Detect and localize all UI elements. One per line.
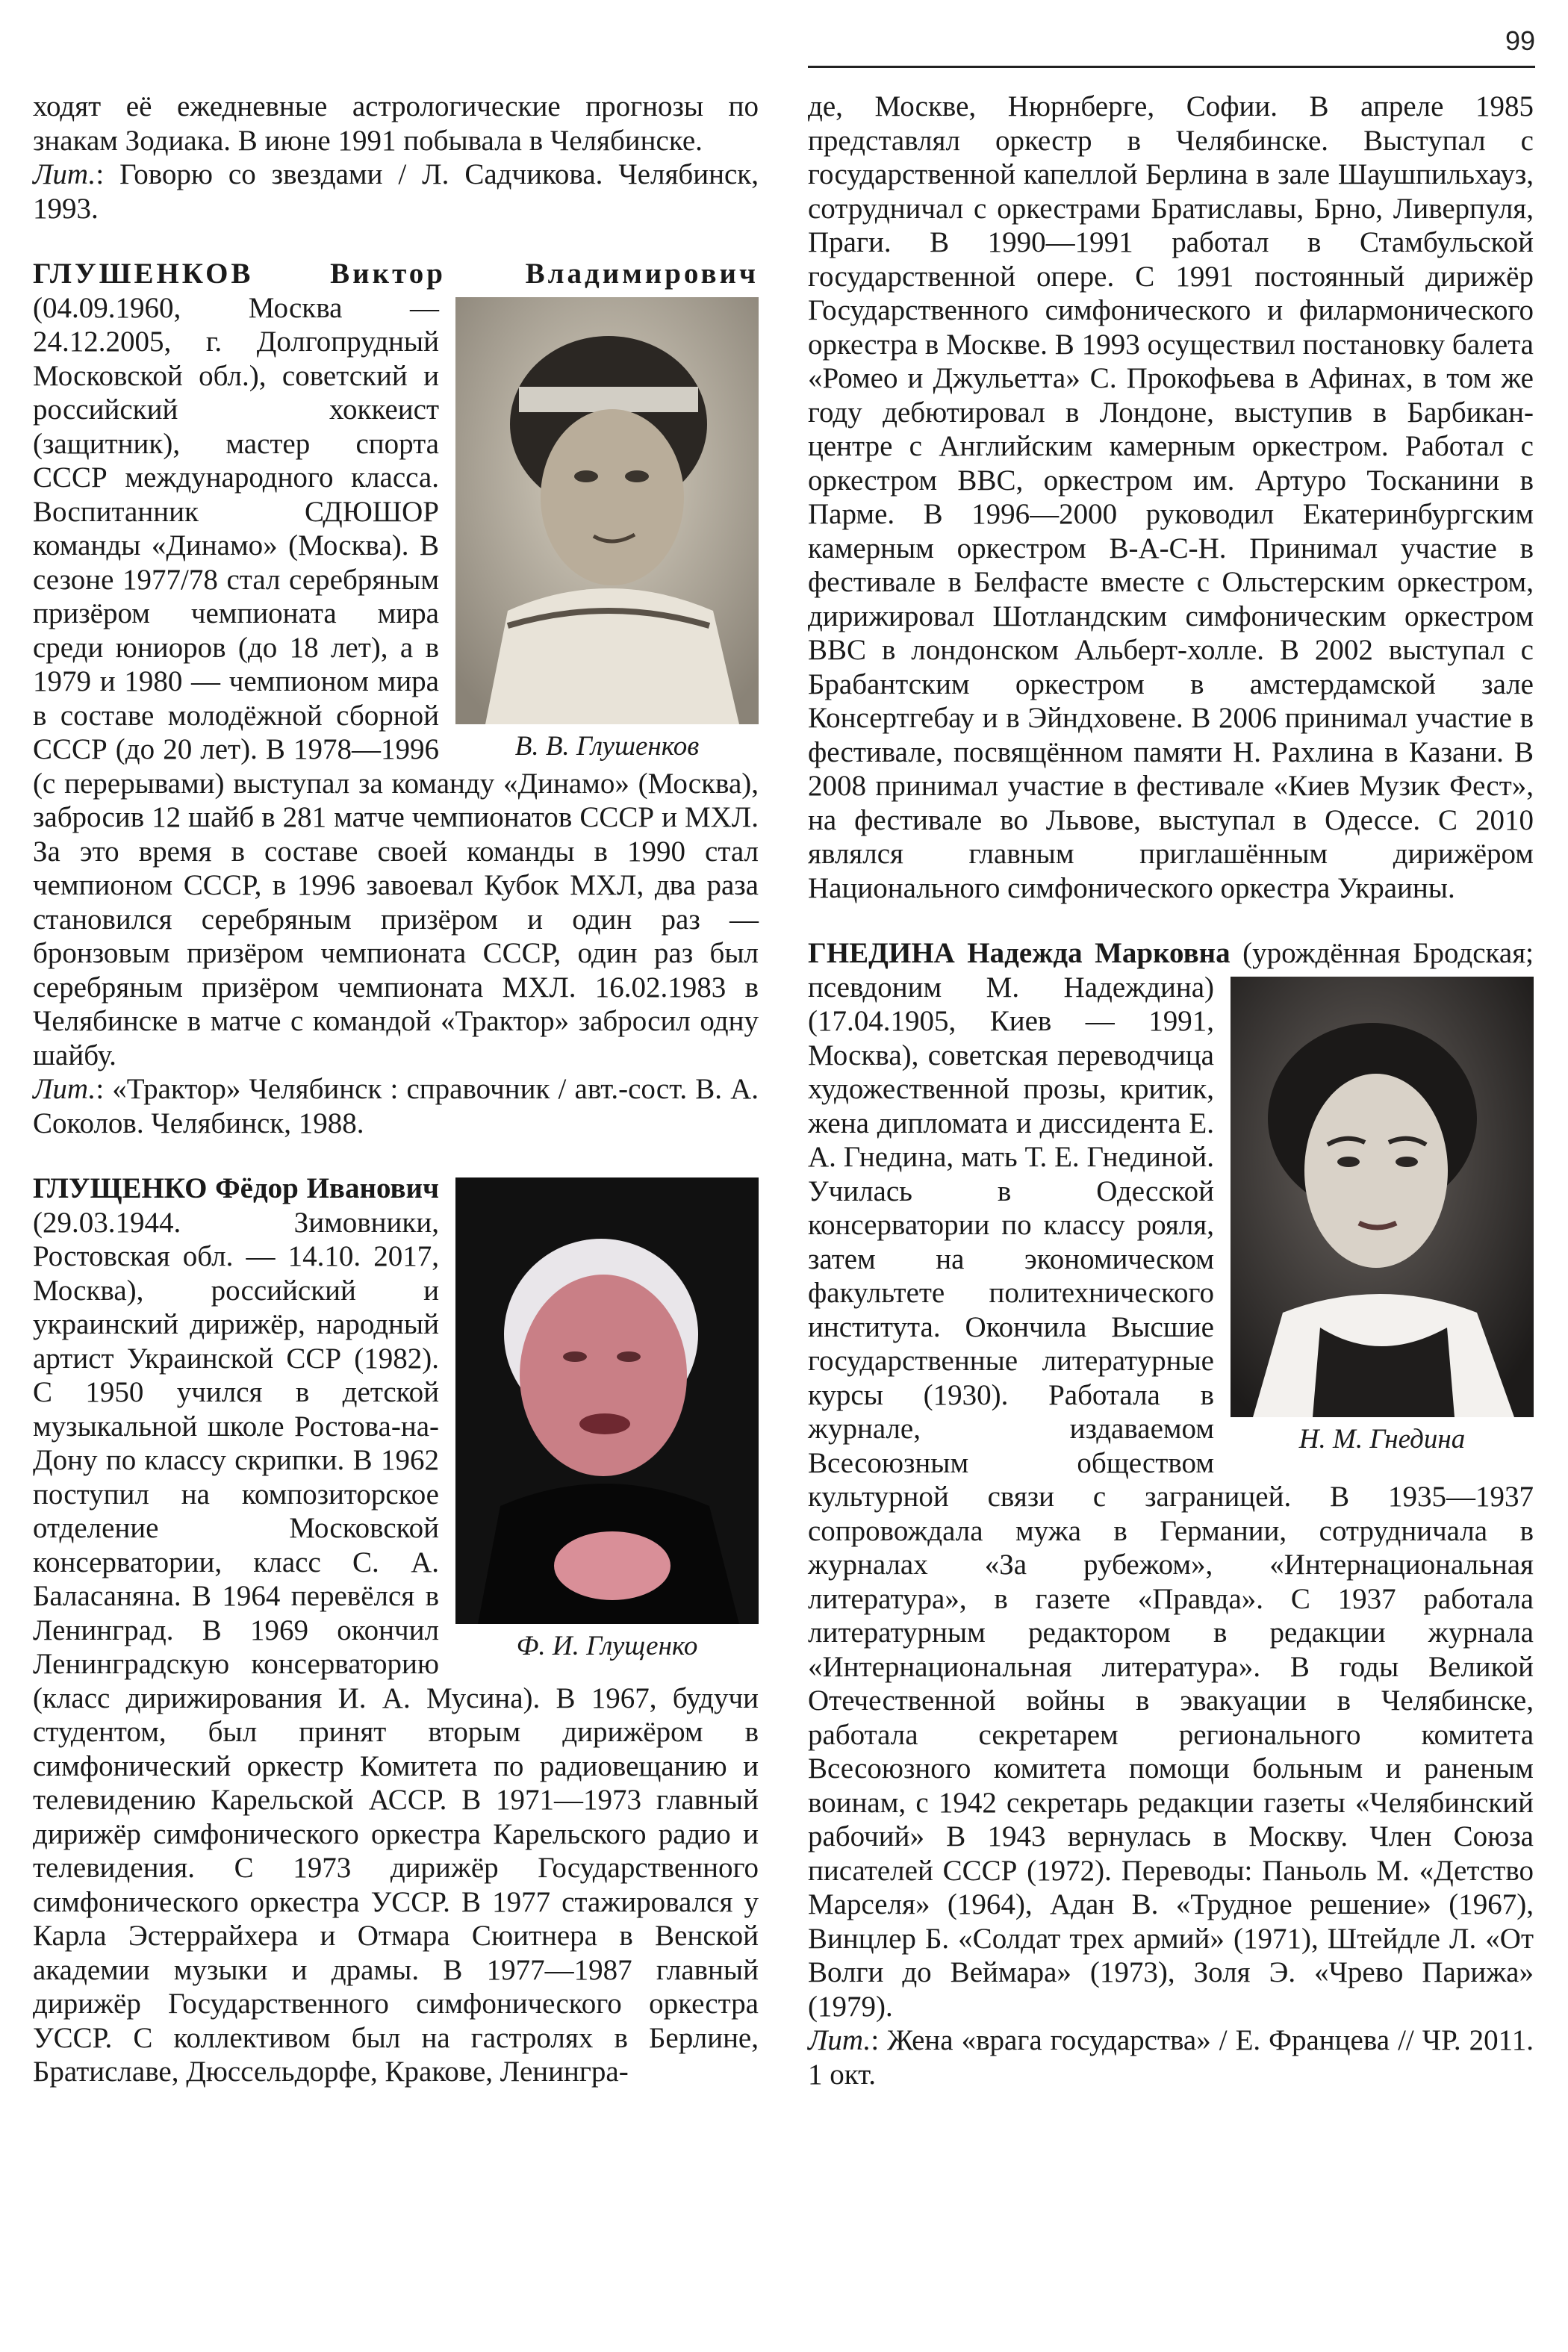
glushchenko-text: (29.03.1944. Зимовники, Ростовская обл. — 14.10. 2017, Москва), российский и украинский дирижёр, народный артист Украинской ССР (1982). С 1950 учился в детской музыкальной школе Ростова-на-Дону по классу скрипки. В 1962 поступил на композиторское отделение Московской консерватории, класс С. А. Баласаняна. В 1964 перевёлся в Ленинград. В 1969 окончил Ленинградскую консерваторию (класс дирижирования И. А. Мусина). В 1967, будучи студентом, был принят вторым дирижёром в симфонический оркестр Комитета по радиовещанию и телевидению Карельской АССР. В 1971—1973 главный дирижёр симфонического оркестра Карельского радио и телевидения. С 1973 дирижёр Государственного симфонического оркестра УССР. В 1977 стажировался у Карла Эстеррайхера и Отмара Сюитнера в Венской академии музыки и драмы. В 1977—1987 главный дирижёр Государственного симфонического оркестра УССР. С коллективом был на гастролях в Берлине, Братиславе, Дюссельдорфе, Кракове, Ленингра- <box>33 1206 759 2088</box>
glushchenko-photo <box>455 1177 759 1624</box>
woman-portrait-photo-image <box>1231 977 1534 1417</box>
conductor-photo-image <box>455 1177 759 1624</box>
glushenkov-surname: ГЛУШЕНКОВ <box>33 258 254 290</box>
right-column <box>808 90 1534 2091</box>
gnedina-body <box>808 936 1534 2023</box>
glushchenko-photo-caption: Ф. И. Глущенко <box>516 1631 698 1661</box>
glushenkov-body <box>33 257 759 1072</box>
glushenkov-text: (04.09.1960, Москва — 24.12.2005, г. Долгопрудный Московской обл.), советский и российский хоккеист (защитник), мастер спорта СССР международного класса. Воспитанник СДЮШОР команды «Динамо» (Москва). В сезоне 1977/78 стал серебряным призёром чемпионата мира среди юниоров (до 18 лет), а в 1979 и 1980 — чемпионом мира в составе молодёжной сборной СССР (до 20 лет). В 1978—1996 (с перерывами) выступал за команду «Динамо» (Москва), забросив 12 шайб в 281 матче чемпионатов СССР и МХЛ. За это время в составе своей команды в 1990 стал чемпионом СССР, в 1996 завоевал Кубок МХЛ, два раза становился серебряным призёром и один раз — бронзовым призёром чемпионата СССР, один раз был серебряным призёром чемпионата МХЛ. 16.02.1983 в Челябинске в матче с командой «Трактор» забросил одну шайбу. <box>33 291 759 1071</box>
glushenkov-name: Виктор Владимирович <box>330 258 759 290</box>
continuation-literature <box>33 158 759 225</box>
glushenkov-photo-caption: В. В. Глушенков <box>514 730 700 762</box>
glushenkov-literature <box>33 1072 759 1140</box>
gnedina-text: (урождённая Бродская; псевдоним М. Надеждина) (17.04.1905, Киев — 1991, Москва), советская переводчица художественной прозы, критик, жена дипломата и диссидента Е. А. Гнедина, мать Т. Е. Гнединой. Училась в Одесской консерватории по классу рояля, затем на экономическом факультете политехнического института. Окончила Высшие государственные литературные курсы (1930). Работала в журнале, издаваемом Всесоюзным обществом культурной связи с заграницей. В 1935—1937 сопровождала мужа в Германии, сотрудничала в журналах «За рубежом», «Интернациональная литература», в газете «Правда». С 1937 работала литературным редактором в редакции журнала «Интернациональная литература». В годы Великой Отечественной войны в эвакуации в Челябинске, работала секретарем регионального комитета Всесоюзного комитета помощи больным и раненым воинам, с 1942 секретарь редакции газеты «Челябинский рабочий» В 1943 вернулась в Москву. Член Союза писателей СССР (1972). Переводы: Паньоль М. «Детство Марселя» (1964), Адан В. «Трудное решение» (1967), Винцлер Б. «Солдат трех армий» (1971), Штейдле Л. «От Волги до Веймара» (1973), Золя Э. «Чрево Парижа» (1979). <box>808 937 1534 2023</box>
glushchenko-body <box>33 1172 759 2089</box>
lit-text: : «Трактор» Челябинск : справочник / авт.-сост. В. А. Соколов. Челябинск, 1988. <box>33 1073 759 1139</box>
entry-glushenkov <box>33 257 759 1140</box>
header-rule <box>808 66 1535 68</box>
gnedina-photo <box>1231 977 1534 1417</box>
glushenkov-photo <box>455 297 759 724</box>
page-number: 99 <box>1505 25 1535 56</box>
gnedina-literature <box>808 2023 1534 2091</box>
glushchenko-photo-figure <box>455 1177 759 1663</box>
lit-label: Лит. <box>33 1073 96 1105</box>
lit-label: Лит. <box>33 158 96 190</box>
entry-gnedina <box>808 936 1534 2091</box>
lit-label: Лит. <box>808 2024 871 2056</box>
entry-continuation <box>33 90 759 225</box>
glushchenko-heading: ГЛУЩЕНКО Фёдор Иванович <box>33 1172 439 1204</box>
glushchenko-continued-text: де, Москве, Нюрнберге, Софии. В апреле 1985 представлял оркестр в Челябинске. Выступал с государственной капеллой Берлина в зале Шаушпильхауз, сотрудничал с оркестрами Братиславы, Брно, Ливерпуля, Праги. В 1990—1991 работал в Стамбульской государственной опере. С 1991 постоянный дирижёр Государственного симфонического и филармонического оркестра в Москве. В 1993 осуществил постановку балета «Ромео и Джульетта» С. Прокофьева в Афинах, в том же году дебютировал в Лондоне, выступив в Барбикан-центре с Английским камерным оркестром. Работал с оркестром ВВС, оркестром им. Артуро Тосканини в Парме. В 1996—2000 руководил Екатеринбургским камерным оркестром В-А-С-Н. Принимал участие в фестивале в Белфасте вместе с Ольстерским оркестром, дирижировал Шотландским симфоническим оркестром ВВС в лондонском Альберт-холле. В 2002 выступал с Брабантским оркестром в амстердамской зале Консертгебау и в Эйндховене. В 2006 принимал участие в фестивале, посвящённом памяти Н. Рахлина в Казани. В 2008 принимал участие в фестивале «Киев Музик Фест», на фестивале во Львове, выступал в Одессе. С 2010 являлся главным приглашённым дирижёром Национального симфонического оркестра Украины. <box>808 90 1534 904</box>
gnedina-photo-caption: Н. М. Гнедина <box>1298 1423 1466 1455</box>
entry-glushchenko <box>33 1172 759 2089</box>
gnedina-heading: ГНЕДИНА Надежда Марковна <box>808 937 1231 969</box>
lit-text: : Жена «врага государства» / Е. Францева // ЧР. 2011. 1 окт. <box>808 2024 1534 2091</box>
hockey-player-photo-image <box>455 297 759 724</box>
glushenkov-photo-figure <box>455 297 759 763</box>
lit-text: : Говорю со звездами / Л. Садчикова. Челябинск, 1993. <box>33 158 759 225</box>
continuation-text: ходят её ежедневные астрологические прогнозы по знакам Зодиака. В июне 1991 побывала в Челябинске. <box>33 90 759 157</box>
entry-glushchenko-continued <box>808 90 1534 905</box>
left-column <box>33 90 759 2089</box>
gnedina-photo-figure <box>1231 977 1534 1456</box>
